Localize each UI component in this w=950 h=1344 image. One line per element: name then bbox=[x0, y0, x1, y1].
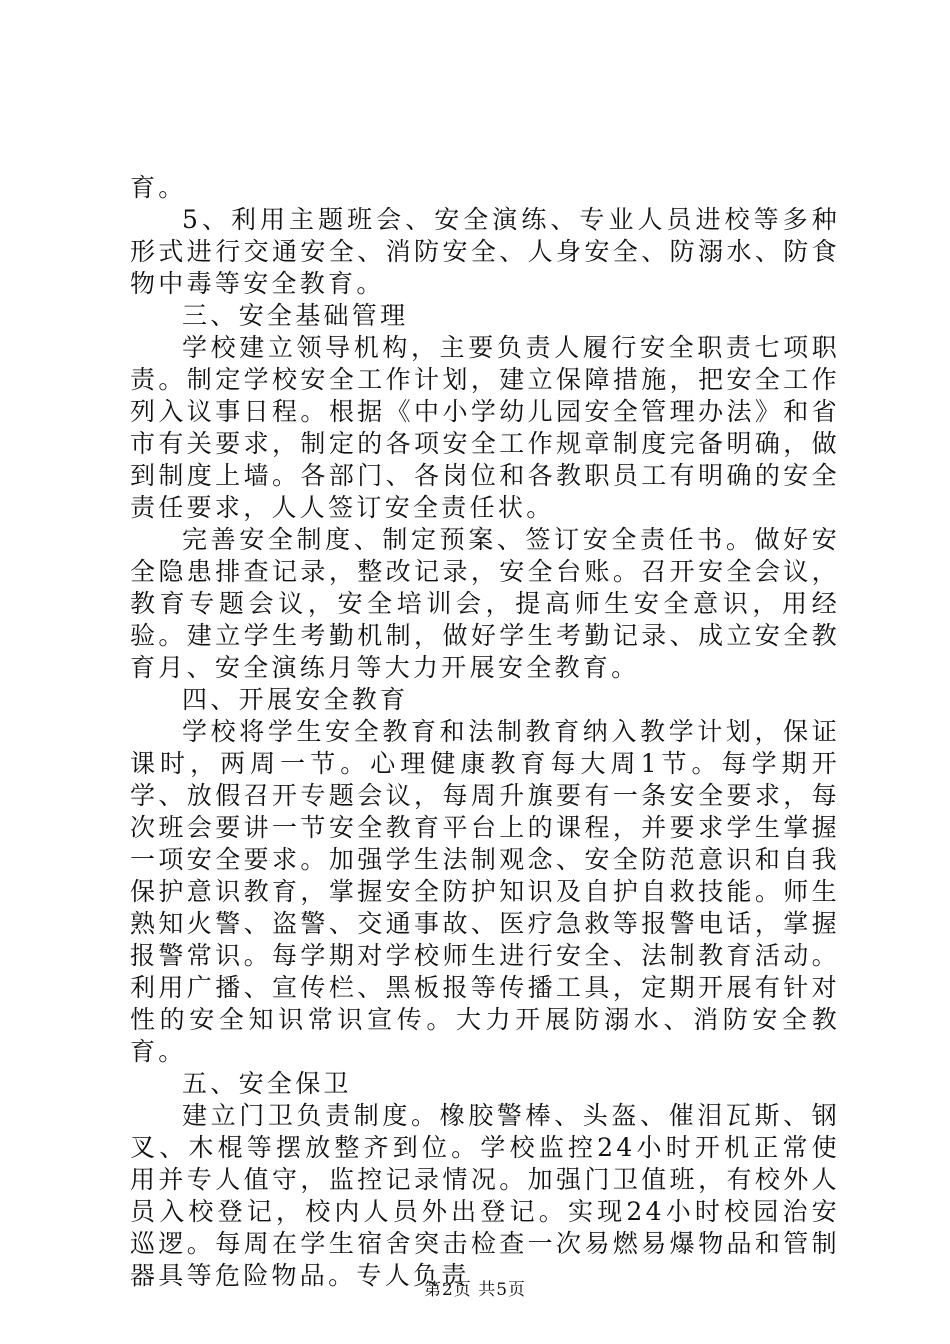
paragraph-continuation: 育。 bbox=[130, 173, 187, 202]
paragraph-safety-system: 完善安全制度、制定预案、签订安全责任书。做好安全隐患排查记录，整改记录，安全台账。召开安全会议，教育专题会议，安全培训会，提高师生安全意识，用经验。建立学生考勤机制，做好学生考勤记录、成立安全教育月、安全演练月等大力开展安全教育。 bbox=[130, 525, 840, 682]
page-number-footer: 第2页 共5页 bbox=[423, 1280, 527, 1300]
section-heading-3: 三、安全基础管理 bbox=[182, 301, 409, 330]
paragraph-item-5: 5、利用主题班会、安全演练、专业人员进校等多种形式进行交通安全、消防安全、人身安全、防溺水、防食物中毒等安全教育。 bbox=[130, 205, 840, 298]
paragraph-leadership: 学校建立领导机构，主要负责人履行安全职责七项职责。制定学校安全工作计划，建立保障措施，把安全工作列入议事日程。根据《中小学幼儿园安全管理办法》和省市有关要求，制定的各项安全工作规章制度完备明确，做到制度上墙。各部门、各岗位和各教职员工有明确的安全责任要求，人人签订安全责任状。 bbox=[130, 333, 840, 522]
paragraph-education: 学校将学生安全教育和法制教育纳入教学计划，保证课时，两周一节。心理健康教育每大周1节。每学期开学、放假召开专题会议，每周升旗要有一条安全要求，每次班会要讲一节安全教育平台上的课程，并要求学生掌握一项安全要求。加强学生法制观念、安全防范意识和自我保护意识教育，掌握安全防护知识及自护自救技能。师生熟知火警、盗警、交通事故、医疗急救等报警电话，掌握报警常识。每学期对学校师生进行安全、法制教育活动。利用广播、宣传栏、黑板报等传播工具，定期开展有针对性的安全知识常识宣传。大力开展防溺水、消防安全教育。 bbox=[130, 717, 840, 1066]
paragraph-security: 建立门卫负责制度。橡胶警棒、头盔、催泪瓦斯、钢叉、木棍等摆放整齐到位。学校监控24小时开机正常使用并专人值守，监控记录情况。加强门卫值班，有校外人员入校登记，校内人员外出登记。实现24小时校园治安巡逻。每周在学生宿舍突击检查一次易燃易爆物品和管制器具等危险物品。专人负责 bbox=[130, 1101, 840, 1290]
section-heading-4: 四、开展安全教育 bbox=[182, 685, 409, 714]
section-heading-5: 五、安全保卫 bbox=[182, 1069, 352, 1098]
document-body bbox=[130, 172, 840, 1292]
